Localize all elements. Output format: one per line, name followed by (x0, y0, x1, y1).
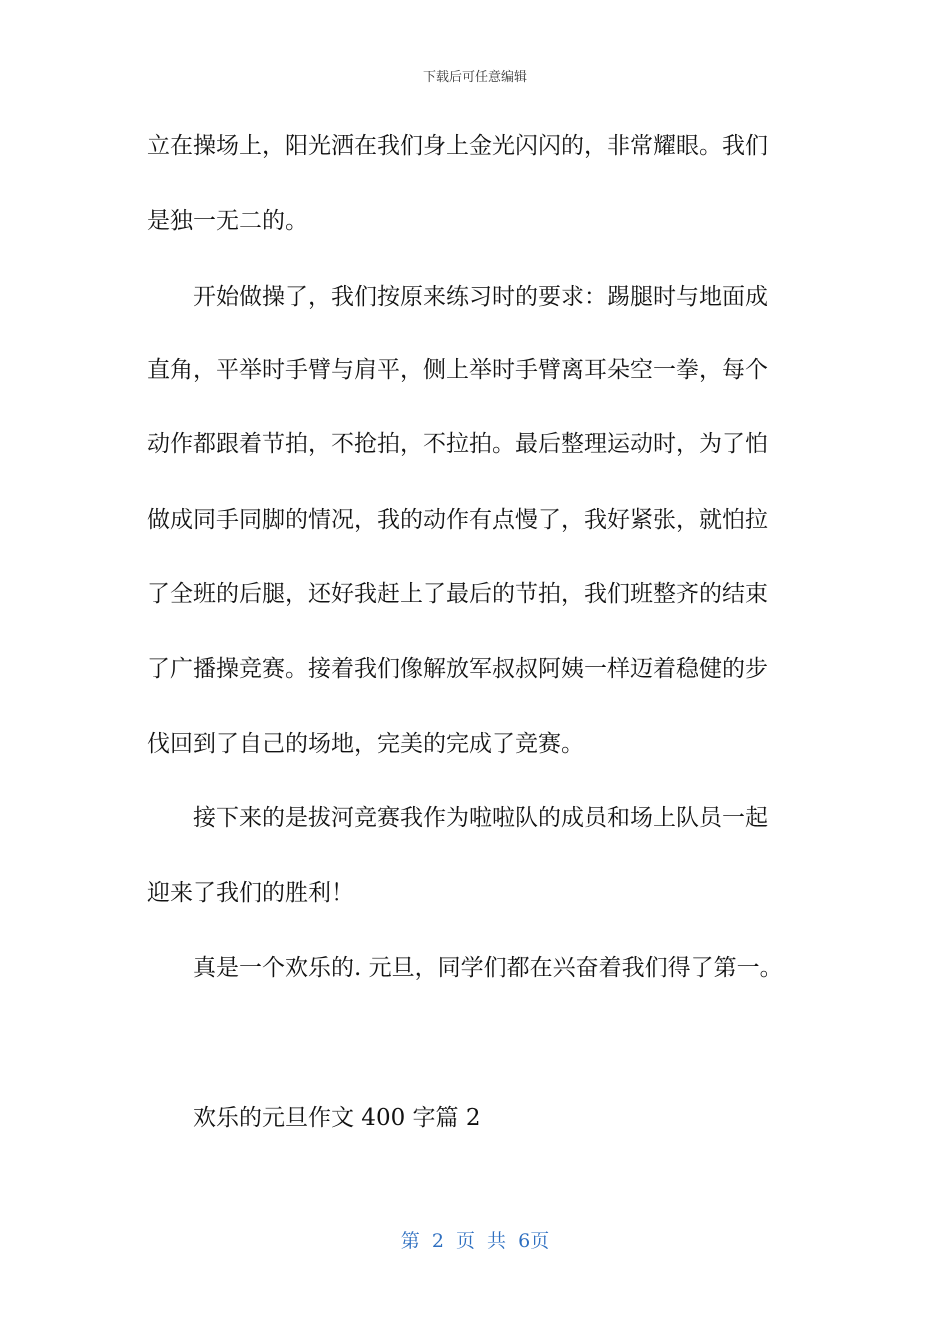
body-line-1: 立在操场上，阳光洒在我们身上金光闪闪的，非常耀眼。我们 (147, 133, 768, 159)
body-line-11: 迎来了我们的胜利！ (147, 880, 354, 906)
page-footer (0, 1226, 950, 1253)
body-line-8: 了广播操竞赛。接着我们像解放军叔叔阿姨一样迈着稳健的步 (147, 656, 768, 682)
footer-total-pages: 6页 (518, 1230, 550, 1252)
body-line-7: 了全班的后腿，还好我赶上了最后的节拍，我们班整齐的结束 (147, 581, 768, 607)
page-header: 下载后可任意编辑 (422, 70, 527, 85)
footer-current-page: 2 (431, 1230, 444, 1252)
body-line-2: 是独一无二的。 (147, 208, 308, 234)
footer-prefix: 第 (400, 1230, 420, 1252)
body-line-6: 做成同手同脚的情况，我的动作有点慢了，我好紧张，就怕拉 (147, 507, 768, 533)
body-line-5: 动作都跟着节拍，不抢拍，不拉拍。最后整理运动时，为了怕 (147, 431, 768, 457)
body-line-3: 开始做操了，我们按原来练习时的要求：踢腿时与地面成 (193, 284, 768, 310)
section-heading: 欢乐的元旦作文 400 字篇 2 (193, 1105, 481, 1131)
body-line-10: 接下来的是拔河竞赛我作为啦啦队的成员和场上队员一起 (193, 805, 768, 831)
body-line-9: 伐回到了自己的场地，完美的完成了竞赛。 (147, 731, 584, 757)
footer-page-word: 页 (455, 1230, 475, 1252)
body-line-4: 直角，平举时手臂与肩平，侧上举时手臂离耳朵空一拳，每个 (147, 357, 768, 383)
body-line-12: 真是一个欢乐的. 元旦，同学们都在兴奋着我们得了第一。 (193, 955, 783, 981)
footer-total-word: 共 (487, 1230, 507, 1252)
